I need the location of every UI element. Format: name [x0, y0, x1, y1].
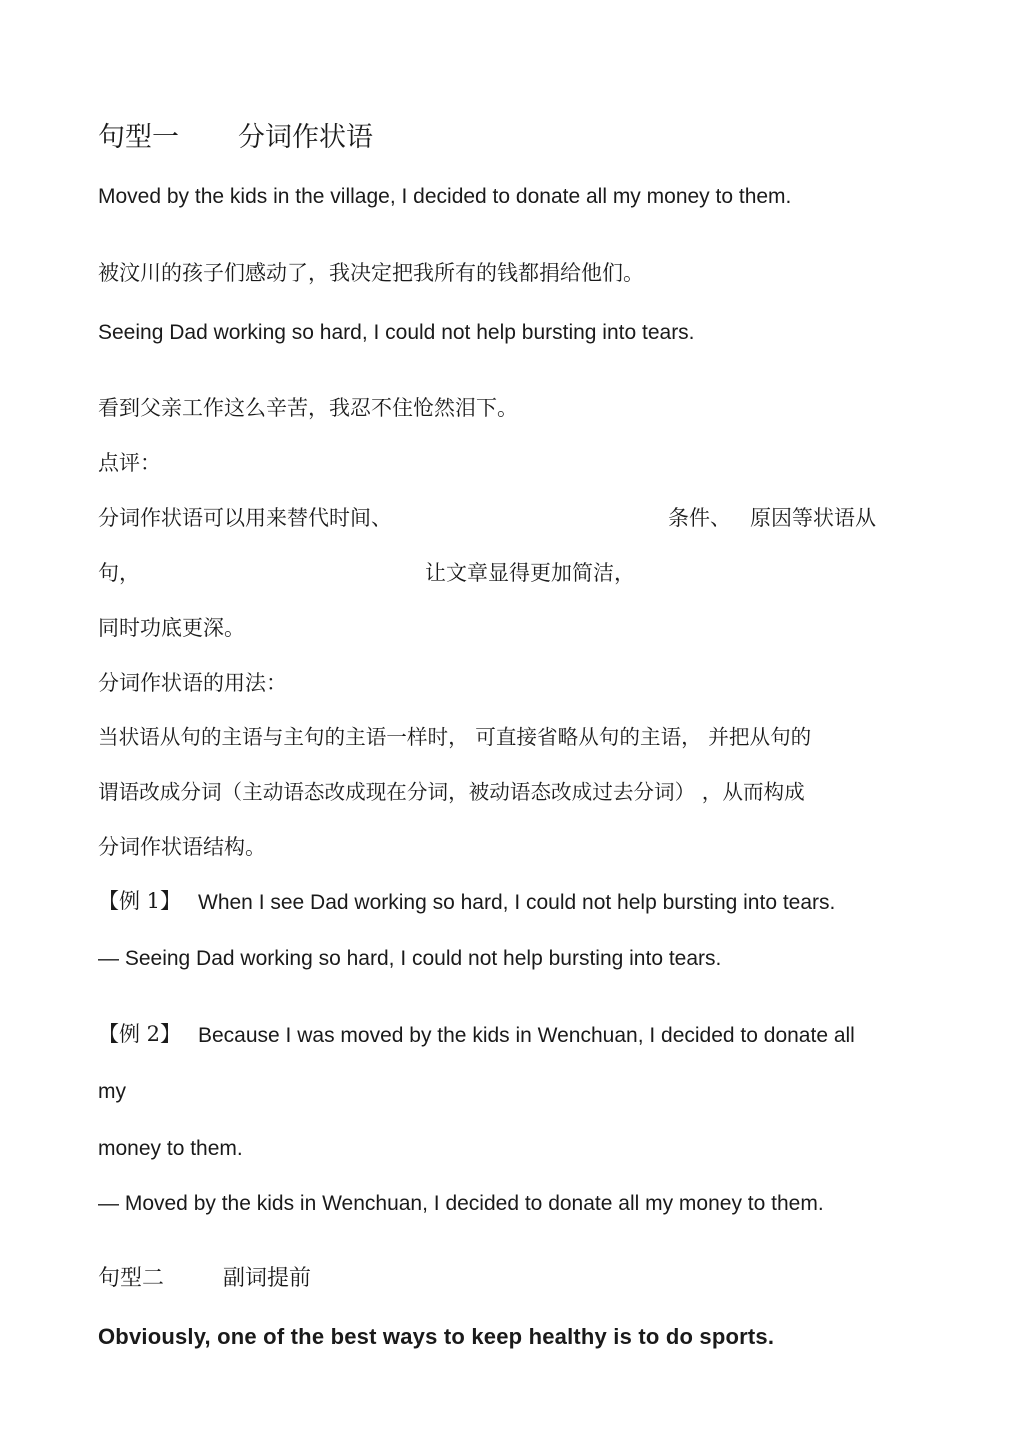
section1-number: 句型一 [98, 122, 179, 153]
section2-title: 副词提前 [223, 1266, 312, 1291]
example-2 [98, 1024, 918, 1050]
example-2-continuation-2: money to them. [98, 1137, 243, 1160]
example-1 [98, 891, 918, 917]
section2-heading [98, 1266, 312, 1291]
comment-line-2-part-b: 让文章显得更加简洁， [425, 561, 635, 585]
comment-line-1-part-c: 原因等状语从 [750, 506, 876, 530]
comment-line-1-part-a: 分词作状语可以用来替代时间、 [98, 506, 392, 530]
example-en-1: Moved by the kids in the village, I decided to donate all my money to them. [98, 185, 792, 208]
example-2-continuation-1: my [98, 1080, 126, 1103]
section2-example-en: Obviously, one of the best ways to keep healthy is to do sports. [98, 1324, 775, 1349]
example-zh-2: 看到父亲工作这么辛苦，我忍不住怆然泪下。 [98, 396, 518, 420]
example-2-result: — Moved by the kids in Wenchuan, I decided to donate all my money to them. [98, 1192, 824, 1215]
comment-line-3: 同时功底更深。 [98, 616, 245, 640]
comment-line-2-part-a: 句， [98, 561, 140, 585]
example-2-text: Because I was moved by the kids in Wenchuan, I decided to donate all [198, 1024, 855, 1047]
example-zh-1: 被汶川的孩子们感动了，我决定把我所有的钱都捐给他们。 [98, 261, 644, 285]
example-en-2: Seeing Dad working so hard, I could not help bursting into tears. [98, 321, 695, 344]
example-1-result: — Seeing Dad working so hard, I could not help bursting into tears. [98, 947, 722, 970]
section2-number: 句型二 [98, 1266, 165, 1291]
comment-line-2 [98, 563, 918, 589]
usage-line-3: 分词作状语结构。 [98, 835, 266, 859]
usage-label: 分词作状语的用法： [98, 671, 287, 695]
comment-label: 点评： [98, 451, 161, 475]
usage-line-1: 当状语从句的主语与主句的主语一样时， 可直接省略从句的主语， 并把从句的 [98, 725, 812, 749]
comment-line-1-part-b: 条件、 [668, 506, 731, 530]
example-2-tag: 【例 2】 [98, 1022, 182, 1046]
comment-line-1 [98, 508, 918, 534]
example-1-text: When I see Dad working so hard, I could not help bursting into tears. [198, 891, 836, 914]
example-1-tag: 【例 1】 [98, 889, 182, 913]
section1-heading [98, 122, 373, 153]
section1-title: 分词作状语 [238, 122, 373, 153]
usage-line-2: 谓语改成分词（主动语态改成现在分词，被动语态改成过去分词） ，从而构成 [98, 780, 805, 804]
